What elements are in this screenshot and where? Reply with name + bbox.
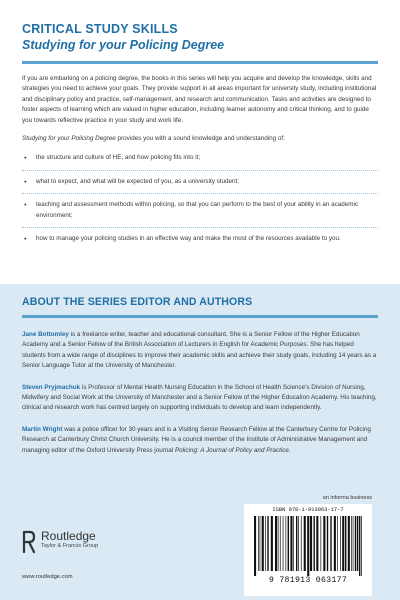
barcode-bar [330, 516, 331, 571]
barcode-bar [298, 516, 299, 571]
barcode-bar [359, 516, 360, 576]
barcode-bar [316, 516, 318, 571]
author-name: Martin Wright [22, 425, 63, 433]
barcode-bar [254, 516, 256, 576]
barcode-bar [340, 516, 341, 571]
barcode-bar [307, 516, 309, 576]
barcode-bar [304, 516, 306, 571]
list-divider [22, 227, 378, 228]
list-item: ● the structure and culture of HE, and how policing fits into it; [22, 153, 378, 163]
barcode-bar [260, 516, 261, 571]
barcode-bar [353, 516, 354, 571]
barcode-bar [296, 516, 297, 571]
author-bio-text: is a freelance writer, teacher and educational consultant. She is a Senior Fellow of the Higher Education Academy and a Senior Fellow of the British Association of Lecturers in English for Academic Purposes. She has helped students from a wide range of disciplines to improve their academic skills and achieve their study goals, including 14 years as a Senior Language Tutor at the University of Manchester. [22, 331, 377, 370]
list-divider [22, 170, 378, 171]
barcode-bar [286, 516, 287, 571]
list-divider [22, 193, 378, 194]
barcode-bar [327, 516, 328, 571]
author-bio-text: was a police officer for 30 years and is a Visiting Senior Research Fellow at the Canterbury Centre for Policing Research at Canterbury Christ Church University. He is a council member of the Institute of Administrative Management and managing editor of the Oxford University Press journal [22, 425, 371, 454]
barcode-bar [288, 516, 289, 571]
barcode-area [244, 495, 372, 597]
publisher-name: Routledge [41, 529, 96, 543]
barcode-bar [301, 516, 302, 571]
barcode-digits: 9 781913 063177 [268, 576, 348, 585]
author-bio-end: . [288, 446, 291, 454]
list-item: ● what to expect, and what will be expected of you, as a university student; [22, 177, 378, 187]
barcode-bar [271, 516, 273, 571]
barcode-bar [278, 516, 279, 571]
description-section [0, 0, 400, 284]
lead-sentence [22, 134, 378, 144]
series-title: CRITICAL STUDY SKILLS [22, 22, 178, 36]
bullet-list [22, 153, 378, 244]
barcode-bar [357, 516, 358, 571]
barcode-bar [265, 516, 266, 571]
lead-text: provides you with a sound knowledge and understanding of: [115, 135, 285, 143]
publisher-group: Taylor & Francis Group [41, 543, 99, 549]
barcode-bar [258, 516, 259, 571]
book-title: Studying for your Policing Degree [22, 38, 225, 52]
barcode-image [250, 516, 366, 576]
list-item: ● how to manage your policing studies in an effective way and make the most of the resources available to you. [22, 234, 378, 244]
routledge-logo [22, 530, 98, 560]
barcode-bar [345, 516, 346, 571]
author-name: Steven Pryjmachuk [22, 383, 81, 391]
barcode-bar [267, 516, 268, 571]
barcode-bar [293, 516, 294, 571]
barcode-box [244, 504, 372, 596]
routledge-r-icon [22, 530, 36, 554]
barcode-bar [334, 516, 336, 571]
lead-book-title: Studying for your Policing Degree [22, 135, 116, 143]
barcode-bar [337, 516, 338, 571]
author-bio [22, 383, 378, 414]
isbn-text: ISBN 978-1-913063-17-7 [272, 507, 344, 513]
intro-paragraph: If you are embarking on a policing degree, the books in this series will help you acquire and develop the knowledge, skills and strategies you need to achieve your goals. They provide support in all areas important for university study, including institutional and disciplinary policy and practice, self-management, and research and communication. Tasks and activities are designed to foster aspects of learning which are valued in higher education, including learner autonomy and critical thinking, and to guide you towards reflective practice in your study and work life. [22, 75, 377, 124]
journal-title: Policing: A Journal of Policy and Practice [174, 446, 289, 454]
barcode-bar [262, 516, 264, 571]
author-bio-text: is Professor of Mental Health Nursing Education in the School of Health Science's Division of Nursing, Midwifery and Social Work at the University of Manchester and a Senior Fellow of the Higher Education Academy. His teaching, clinical and research work has centred largely on supporting individuals to develop and learn independently. [22, 383, 377, 412]
barcode-bar [355, 516, 356, 571]
publisher-url: www.routledge.com [22, 574, 73, 580]
barcode-bar [280, 516, 281, 571]
barcode-bar [348, 516, 350, 571]
barcode-bar [283, 516, 284, 571]
barcode-bar [310, 516, 312, 571]
informa-tagline: an informa business [322, 495, 372, 501]
barcode-bar [314, 516, 315, 571]
barcode-bar [361, 516, 362, 576]
author-bio [22, 330, 378, 372]
barcode-bar [351, 516, 352, 571]
barcode-bar [290, 516, 292, 571]
barcode-bar [323, 516, 325, 571]
barcode-bar [342, 516, 344, 571]
barcode-bar [275, 516, 277, 571]
authors-heading: ABOUT THE SERIES EDITOR AND AUTHORS [22, 296, 253, 308]
barcode-bar [321, 516, 322, 571]
author-bio [22, 425, 378, 456]
list-item: ● teaching and assessment methods within policing, so that you can perform to the best of your ability in an academic environment; [22, 200, 378, 221]
authors-divider [22, 315, 378, 318]
title-divider [22, 61, 378, 64]
author-name: Jane Bottomley [22, 331, 69, 338]
